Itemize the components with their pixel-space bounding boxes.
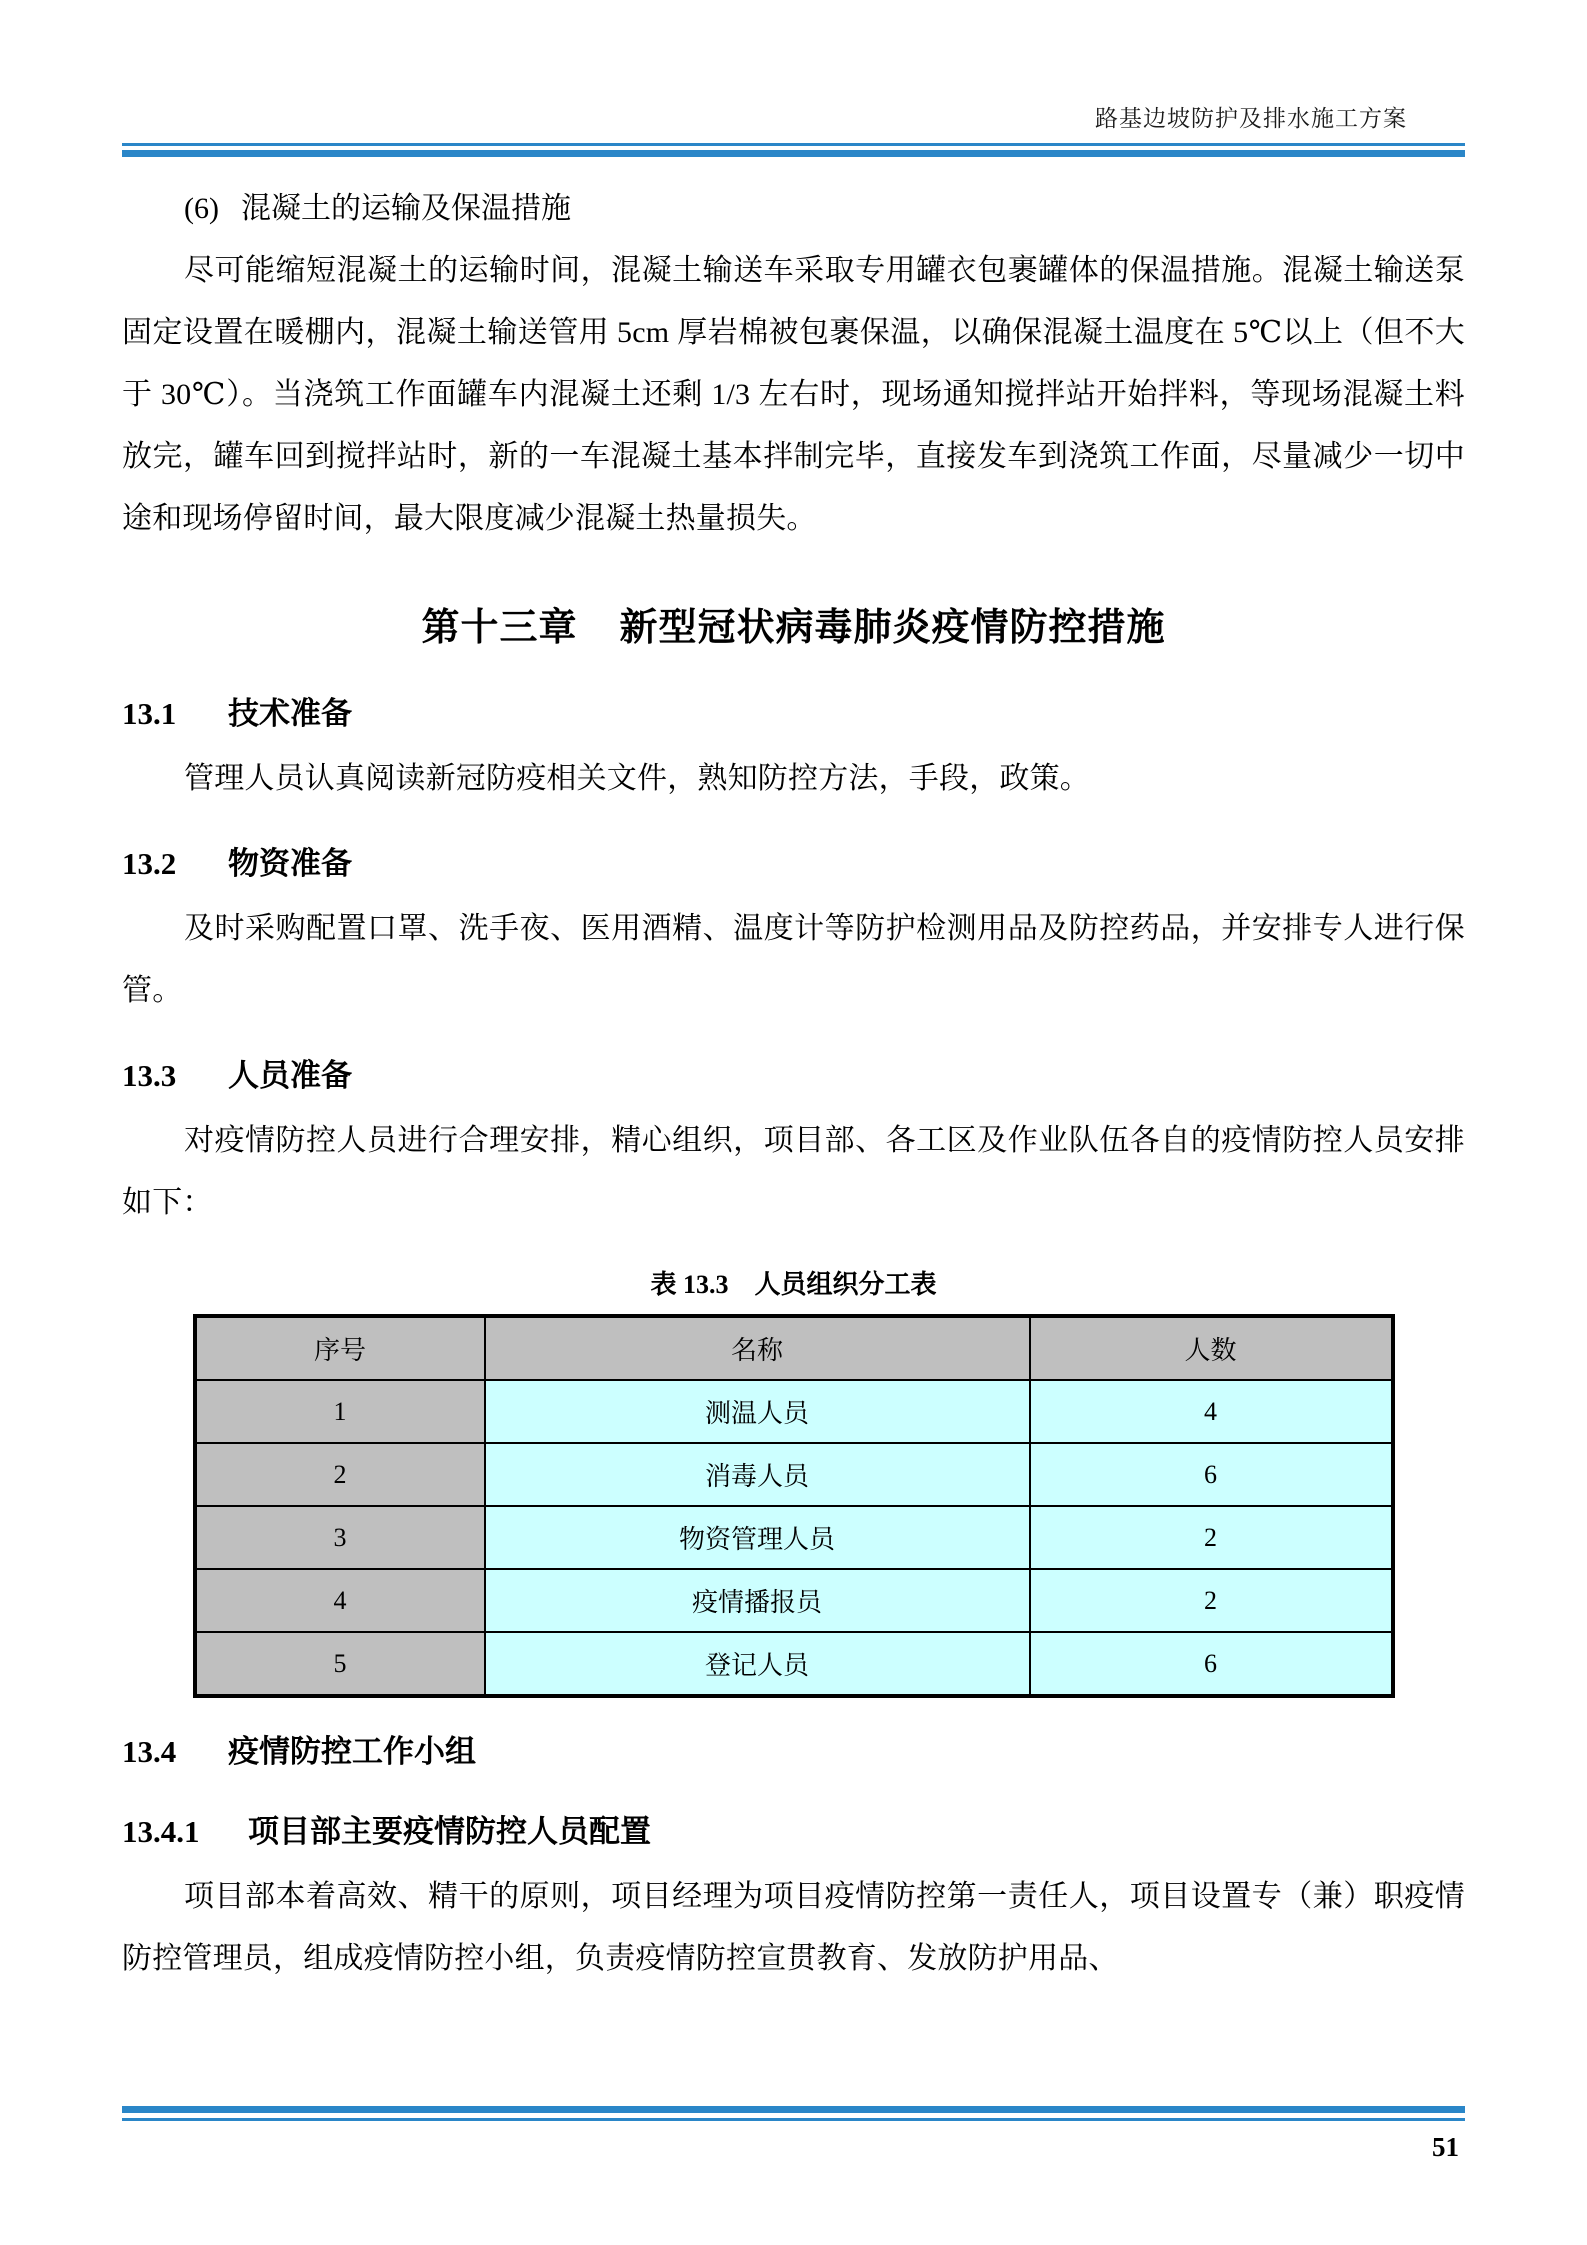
paragraph-13-2: 及时采购配置口罩、洗手夜、医用酒精、温度计等防护检测用品及防控药品，并安排专人进行保管。 xyxy=(122,912,1465,1007)
cell-count: 6 xyxy=(1030,1443,1393,1506)
heading-13-4-number: 13.4 xyxy=(122,1734,177,1769)
table-block-13-3 xyxy=(122,1264,1465,1698)
list-item-6-number: (6) xyxy=(184,192,219,225)
cell-count: 4 xyxy=(1030,1380,1393,1443)
heading-13-1 xyxy=(122,686,1465,742)
heading-13-1-number: 13.1 xyxy=(122,696,177,731)
page-number: 51 xyxy=(1432,2132,1459,2162)
heading-13-3-number: 13.3 xyxy=(122,1058,177,1093)
paragraph-13-3: 对疫情防控人员进行合理安排，精心组织，项目部、各工区及作业队伍各自的疫情防控人员安排如下： xyxy=(122,1124,1465,1219)
cell-index: 5 xyxy=(195,1632,485,1696)
cell-index: 4 xyxy=(195,1569,485,1632)
heading-13-2 xyxy=(122,836,1465,892)
heading-13-1-title: 技术准备 xyxy=(228,696,352,731)
table-row xyxy=(195,1380,1393,1443)
chapter-number: 第十三章 xyxy=(421,607,578,649)
table-row xyxy=(195,1506,1393,1569)
footer-rule-thick xyxy=(122,2106,1465,2113)
heading-13-2-title: 物资准备 xyxy=(228,846,352,881)
table-header-row xyxy=(195,1316,1393,1380)
chapter-title: 新型冠状病毒肺炎疫情防控措施 xyxy=(619,607,1166,649)
table-row xyxy=(195,1443,1393,1506)
cell-name: 测温人员 xyxy=(485,1380,1030,1443)
personnel-org-table xyxy=(193,1314,1395,1698)
table-caption-title: 人员组织分工表 xyxy=(754,1270,937,1299)
page-content xyxy=(122,178,1465,1990)
header-title: 路基边坡防护及排水施工方案 xyxy=(1095,106,1407,131)
table-header-index: 序号 xyxy=(195,1316,485,1380)
heading-13-4-1-number: 13.4.1 xyxy=(122,1814,200,1849)
heading-13-3-title: 人员准备 xyxy=(228,1058,352,1093)
heading-13-4 xyxy=(122,1724,1465,1780)
cell-index: 2 xyxy=(195,1443,485,1506)
header-rule-thin xyxy=(122,143,1465,146)
table-header-name: 名称 xyxy=(485,1316,1030,1380)
cell-index: 3 xyxy=(195,1506,485,1569)
cell-count: 2 xyxy=(1030,1569,1393,1632)
heading-13-4-title: 疫情防控工作小组 xyxy=(228,1734,476,1769)
table-row xyxy=(195,1569,1393,1632)
header-rule-thick xyxy=(122,150,1465,157)
cell-count: 2 xyxy=(1030,1506,1393,1569)
table-row xyxy=(195,1632,1393,1696)
table-caption xyxy=(122,1264,1465,1306)
page-header xyxy=(0,0,1587,160)
paragraph-13-1: 管理人员认真阅读新冠防疫相关文件，熟知防控方法，手段，政策。 xyxy=(184,762,1090,795)
table-caption-label: 表 13.3 xyxy=(650,1270,729,1299)
paragraph-13-4-1: 项目部本着高效、精干的原则，项目经理为项目疫情防控第一责任人，项目设置专（兼）职疫情防控管理员，组成疫情防控小组，负责疫情防控宣贯教育、发放防护用品、 xyxy=(122,1880,1465,1975)
heading-13-4-1-title: 项目部主要疫情防控人员配置 xyxy=(248,1814,651,1849)
cell-name: 登记人员 xyxy=(485,1632,1030,1696)
paragraph-concrete-transport: 尽可能缩短混凝土的运输时间，混凝土输送车采取专用罐衣包裹罐体的保温措施。混凝土输送泵固定设置在暖棚内，混凝土输送管用 5cm 厚岩棉被包裹保温，以确保混凝土温度在 5℃以上（但不大于 30℃）。当浇筑工作面罐车内混凝土还剩 1/3 左右时，现场通知搅拌站开始拌料，等现场混凝土料放完，罐车回到搅拌站时，新的一车混凝土基本拌制完毕，直接发车到浇筑工作面，尽量减少一切中途和现场停留时间，最大限度减少混凝土热量损失。 xyxy=(122,254,1465,535)
table-header-count: 人数 xyxy=(1030,1316,1393,1380)
cell-name: 消毒人员 xyxy=(485,1443,1030,1506)
footer-rule-thin xyxy=(122,2118,1465,2121)
heading-13-3 xyxy=(122,1048,1465,1104)
cell-name: 疫情播报员 xyxy=(485,1569,1030,1632)
heading-13-2-number: 13.2 xyxy=(122,846,177,881)
list-item-6-label: 混凝土的运输及保温措施 xyxy=(240,192,571,225)
list-item-6 xyxy=(122,178,1465,240)
cell-index: 1 xyxy=(195,1380,485,1443)
chapter-heading xyxy=(122,596,1465,660)
cell-count: 6 xyxy=(1030,1632,1393,1696)
heading-13-4-1 xyxy=(122,1804,1465,1860)
cell-name: 物资管理人员 xyxy=(485,1506,1030,1569)
